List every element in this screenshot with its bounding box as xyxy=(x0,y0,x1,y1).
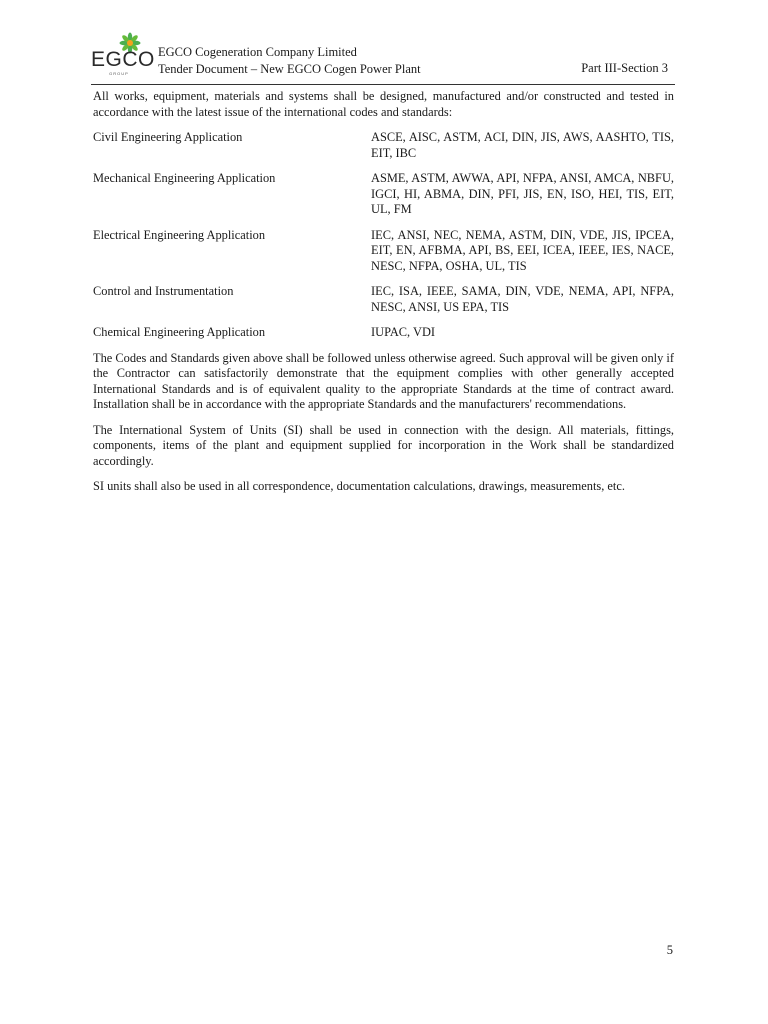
standards-codes: IUPAC, VDI xyxy=(371,325,436,339)
logo-subtext: GROUP xyxy=(109,71,129,76)
standards-codes: ASCE, AISC, ASTM, ACI, DIN, JIS, AWS, AASHTO, TIS, EIT, IBC xyxy=(371,130,674,160)
header-document-title: Tender Document – New EGCO Cogen Power Plant xyxy=(158,62,421,76)
document-body xyxy=(93,89,674,505)
standards-row xyxy=(93,228,674,275)
header-company: EGCO Cogeneration Company Limited xyxy=(158,45,357,59)
codes-paragraph: The Codes and Standards given above shall be followed unless otherwise agreed. Such approval will be given only if the Contractor can satisfactorily demonstrate that the equipment complies with other generally accepted International Standards and is of equivalent quality to the appropriate Standards at the time of contract award. Installation shall be in accordance with the appropriate Standards and the manufacturers' recommendations. xyxy=(93,350,674,411)
header-divider xyxy=(91,84,675,85)
standards-codes: IEC, ANSI, NEC, NEMA, ASTM, DIN, VDE, JIS, IPCEA, EIT, EN, AFBMA, API, BS, EEI, ICEA, IEEE, IES, NACE, NESC, NFPA, OSHA, UL, TIS xyxy=(371,227,674,273)
standards-category: Control and Instrumentation xyxy=(93,284,234,298)
standards-row xyxy=(93,171,674,218)
standards-category: Chemical Engineering Application xyxy=(93,325,266,339)
si-paragraph: The International System of Units (SI) shall be used in connection with the design. All materials, fittings, components, items of the plant and equipment supplied for incorporation in the Work shall be standardized accordingly. xyxy=(93,422,674,468)
standards-row xyxy=(93,325,674,341)
page-number: 5 xyxy=(666,943,673,957)
si-units-paragraph: SI units shall also be used in all correspondence, documentation calculations, drawings, measurements, etc. xyxy=(93,479,625,493)
standards-category: Electrical Engineering Application xyxy=(93,227,266,242)
standards-category: Civil Engineering Application xyxy=(93,130,243,144)
egco-logo xyxy=(91,34,155,78)
intro-paragraph: All works, equipment, materials and systems shall be designed, manufactured and/or constructed and tested in accordance with the latest issue of the international codes and standards: xyxy=(93,89,674,119)
standards-codes: IEC, ISA, IEEE, SAMA, DIN, VDE, NEMA, API, NFPA, NESC, ANSI, US EPA, TIS xyxy=(371,284,674,314)
standards-row xyxy=(93,284,674,315)
header-section: Part III-Section 3 xyxy=(581,61,668,75)
standards-codes: ASME, ASTM, AWWA, API, NFPA, ANSI, AMCA, NBFU, IGCI, HI, ABMA, DIN, PFI, JIS, EN, ISO, HEI, TIS, EIT, UL, FM xyxy=(371,171,674,216)
standards-row xyxy=(93,130,674,161)
logo-wordmark: EGCO xyxy=(91,48,155,71)
standards-category: Mechanical Engineering Application xyxy=(93,171,276,185)
